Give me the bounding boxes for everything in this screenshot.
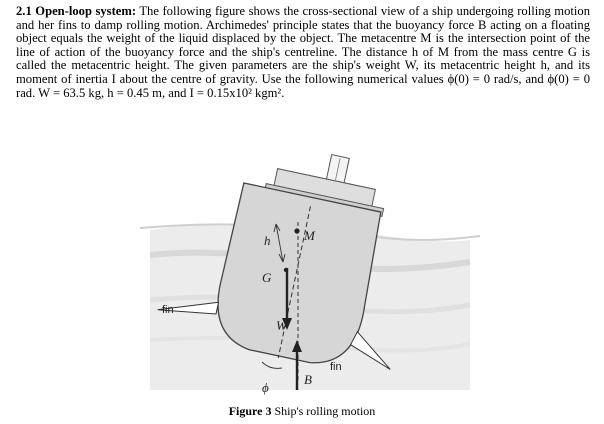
label-h: h bbox=[264, 233, 271, 248]
label-phi: ϕ bbox=[262, 380, 269, 395]
label-M: M bbox=[304, 228, 315, 243]
figure-number: Figure 3 bbox=[228, 404, 272, 418]
label-B: B bbox=[304, 372, 312, 387]
problem-heading: 2.1 Open-loop system: bbox=[16, 4, 137, 18]
problem-text: The following figure shows the cross-sectional view of a ship undergoing rolling motion and her fins to damp rolling motion. Archimedes' principle states that the buoyancy force B acting on a floating object equals the weight of the liquid displaced by the object. The metacentre M is the intersection point of the line of action of the buoyancy force and the ship's centreline. The distance h of M from the mass centre G is called the metacentric height. The given parameters are the ship's weight W, its metacentric height h, and its moment of inertia I about the centre of gravity. Use the following numerical values ϕ(0) = 0 rad/s, and ϕ(0) = 0 rad. W = 63.5 kg, h = 0.45 m, and I = 0.15x10² kgm². bbox=[16, 4, 590, 100]
metacentre-point bbox=[294, 228, 299, 233]
figure-caption bbox=[0, 404, 604, 419]
figure-caption-text: Ship's rolling motion bbox=[271, 404, 376, 418]
label-W: W bbox=[276, 318, 287, 333]
label-fin-right: fin bbox=[330, 361, 342, 373]
label-G: G bbox=[262, 270, 272, 285]
label-fin-left: fin bbox=[162, 304, 174, 316]
